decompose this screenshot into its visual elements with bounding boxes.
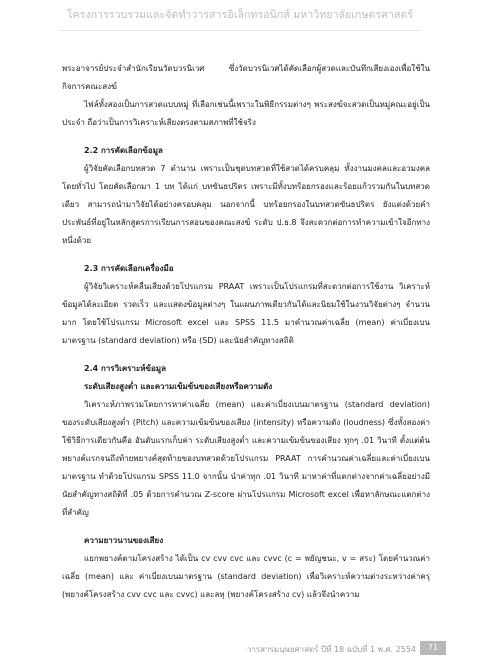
journal-citation: วารสารมนุษยศาสตร์ ปีที่ 18 ฉบับที่ 1 พ.ศ. 2554 [246,645,416,654]
paragraph-group-chanting: ไฟล์ทั้งสองเป็นการสวดแบบหมู่ ที่เลือกเช่นนี้เพราะในพิธีกรรมต่างๆ พระสงฆ์จะสวดเป็นหมู่คณะอยู่เป็นประจำ ถือว่าเป็นการวิเคราะห์เสียงตรงตามสภาพที่ใช้จริง [62,100,430,127]
section-heading-data-analysis: 2.4 การวิเคราะห์ข้อมูล [84,364,166,373]
page-header [0,0,480,40]
page-number: 71 [420,641,446,655]
document-body [62,60,430,604]
section-heading-data-selection: 2.2 การคัดเลือกข้อมูล [84,146,163,155]
subheading-pitch-intensity: ระดับเสียงสูงต่ำ และความเข้มข้นของเสียงหรือความดัง [84,382,273,391]
paragraph-continuation: พระอาจารย์ประจำสำนักเรียนวัดบวรนิเวศ ซึ่งวัดบวรนิเวศได้คัดเลือกผู้สวดและบันทึกเสียงเองเพื่อใช้ในกิจการคณะสงฆ์ [62,64,430,91]
section-text-data-analysis: วิเคราะห์ภาพรวมโดยการหาค่าเฉลี่ย (mean) และค่าเบี่ยงเบนมาตรฐาน (standard deviation) ของระดับเสียงสูงต่ำ (Pitch) และความเข้มข้นของเสียง (intensity) หรือความดัง (loudness) ซึ่งทั้งสองค่าใช้วิธีการเดียวกันคือ อันดับแรกเก็บค่า ระดับเสียงสูงต่ำ และความเข้มข้นของเสียง ทุกๆ .01 วินาที ตั้งแต่ต้นพยางค์แรกจนถึงท้ายพยางค์สุดท้ายของบทสวดด้วยโปรแกรม PRAAT การคำนวณค่าเฉลี่ยและค่าเบี่ยงเบนมาตรฐาน ทำด้วยโปรแกรม SPSS 11.0 จากนั้น นำค่าทุก .01 วินาที มาหาค่าที่แตกต่างจากค่าเฉลี่ยอย่างมีนัยสำคัญทางสถิติที่ .05 ด้วยการคำนวณ Z-score ผ่านโปรแกรม Microsoft excel เพื่อหาลักษณะแตกต่างที่สำคัญ [62,400,430,517]
subheading-sound-length: ความยาวนานของเสียง [84,536,164,545]
section-text-data-selection: ผู้วิจัยคัดเลือกบทสวด 7 ตำนาน เพราะเป็นชุดบทสวดที่ใช้สวดได้ครบคลุม ทั้งงานมงคลและอวมงคลโดยทั่วไป โดยคัดเลือกมา 1 บท ได้แก่ บทขันธปริตร เพราะมีทั้งบทร้อยกรองและร้อยแก้วรวมกันในบทสวดเดียว สามารถนำมาวิจัยได้อย่างครอบคลุม นอกจากนี้ บทร้อยกรองในบทสวดขันธปริตร ยังแต่งด้วยคำประพันธ์ที่อยู่ในหลักสูตรการเรียนการสอนของคณะสงฆ์ ระดับ ป.ธ.8 จึงสะดวกต่อการทำความเข้าใจอีกทางหนึ่งด้วย [62,164,430,245]
section-text-tool-selection: ผู้วิจัยวิเคราะห์คลื่นเสียงด้วยโปรแกรม PRAAT เพราะเป็นโปรแกรมที่สะดวกต่อการใช้งาน วิเคราะห์ข้อมูลได้ละเอียด รวดเร็ว และแสดงข้อมูลต่างๆ ในแผนภาพเดียวกันได้และนิยมใช้ในงานวิจัยต่างๆ จำนวนมาก โดยใช้โปรแกรม Microsoft excel และ SPSS 11.5 มาคำนวณค่าเฉลี่ย (mean) ค่าเบี่ยงเบนมาตรฐาน (standard deviation) หรือ (SD) และนัยสำคัญทางสถิติ [62,282,430,345]
section-heading-tool-selection: 2.3 การคัดเลือกเครื่องมือ [84,264,174,273]
header-divider [60,30,420,31]
section-text-sound-length: แยกพยางค์ตามโครงสร้าง ได้เป็น cv cvv cvc และ cvvc (c = พยัญชนะ, v = สระ) โดยคำนวณค่าเฉลี่ย (mean) และ ค่าเบี่ยงเบนมาตรฐาน (standard deviation) เพื่อวิเคราะห์ความต่างระหว่างค่าครุ (พยางค์โครงสร้าง cvv cvc และ cvvc) และลหุ (พยางค์โครงสร้าง cv) แล้วจึงนำความ [62,554,430,599]
page-footer [0,641,480,657]
header-title: โครงการรวบรวมและจัดทำวารสารอิเล็กทรอนิกส์ มหาวิทยาลัยเกษตรศาสตร์ [66,9,414,21]
